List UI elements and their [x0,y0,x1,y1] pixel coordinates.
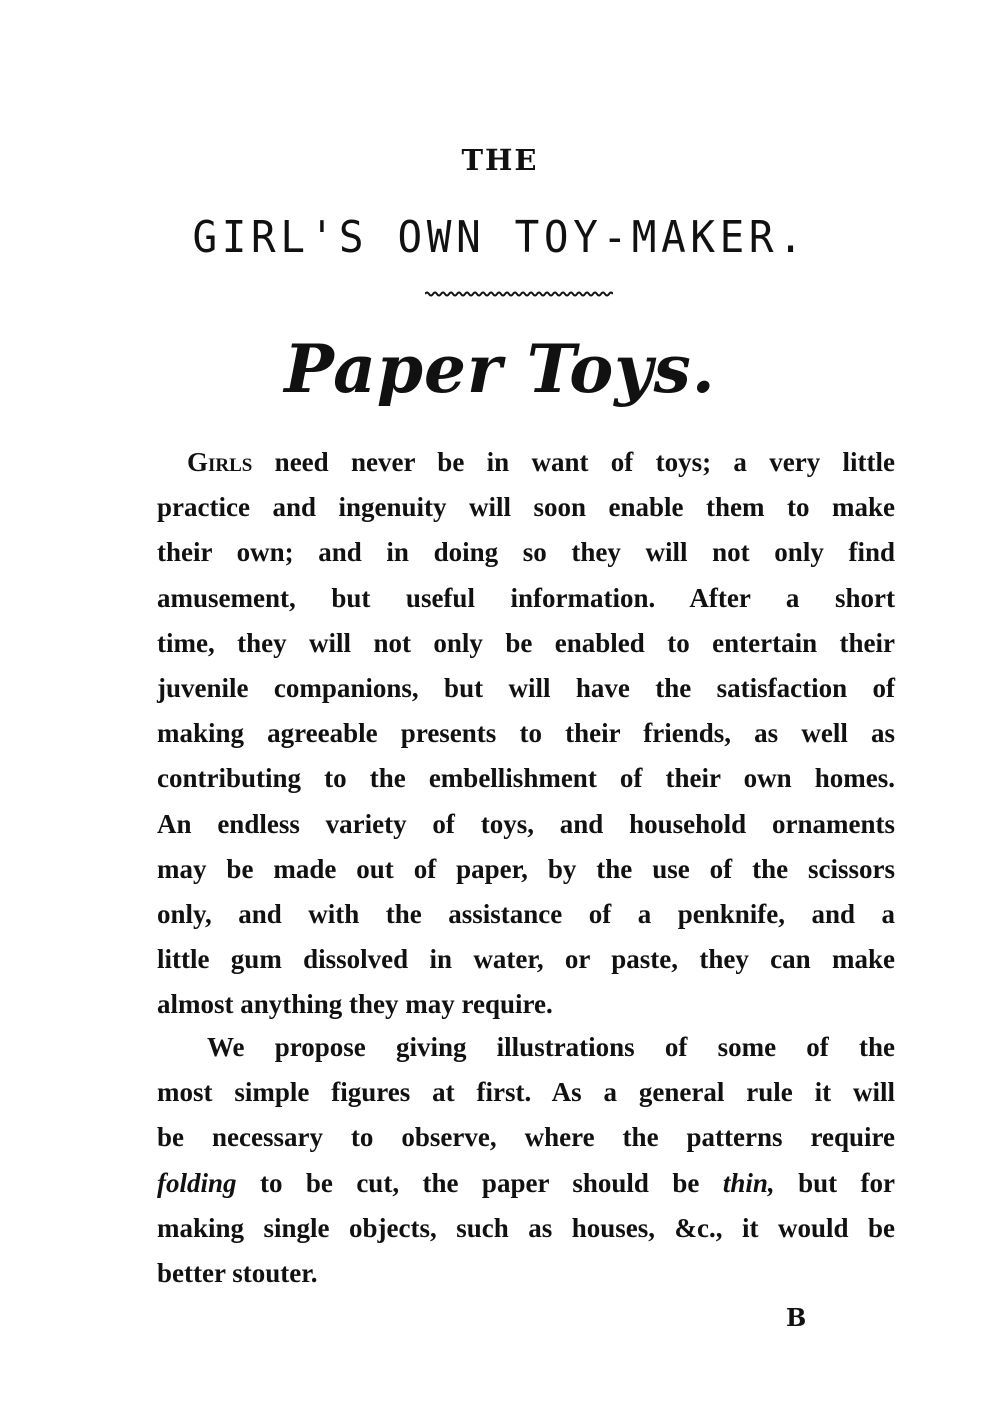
text-segment: need never be in want of toys; a very little [252,447,895,477]
text-line [157,847,895,892]
signature-mark: B [786,1303,807,1332]
paragraph-2 [157,1025,895,1296]
text-segment: but for [774,1167,896,1198]
text-segment: An endless variety of toys, and household ornaments [157,808,895,839]
text-segment: contributing to the embellishment of their own homes. [157,763,895,794]
text-segment: making agreeable presents to their friends, as well as [157,718,895,749]
section-title: Paper Toys. [284,330,716,408]
text-segment: be necessary to observe, where the patterns require [157,1122,895,1153]
text-segment: may be made out of paper, by the use of the scissors [157,853,895,884]
text-line [157,711,895,756]
text-line [157,1206,895,1251]
italic-text: thin, [722,1167,775,1198]
page-title: GIRL'S OWN TOY-MAKER. [192,212,808,263]
text-segment: time, they will not only be enabled to entertain their [157,627,895,658]
text-line [157,621,895,666]
text-segment: amusement, but useful information. After a short [157,582,895,613]
text-segment: little gum dissolved in water, or paste, they can make [157,944,895,975]
text-segment: juvenile companions, but will have the satisfaction of [157,672,895,703]
text-line [157,1025,895,1070]
text-line [157,485,895,530]
text-segment: only, and with the assistance of a penknife, and a [157,898,895,929]
text-segment: Girls [187,447,253,477]
text-line [157,440,895,485]
text-line [157,756,895,801]
paragraph-1 [157,440,895,1027]
text-segment: to be cut, the paper should be [236,1167,723,1198]
text-line [157,982,895,1027]
text-line [157,802,895,847]
text-segment: most simple figures at first. As a general rule it will [157,1077,895,1108]
text-line [157,576,895,621]
text-line [157,937,895,982]
text-segment: almost anything they may require. [157,989,553,1020]
text-line [157,666,895,711]
text-segment: their own; and in doing so they will not only find [157,537,895,568]
text-segment: We propose giving illustrations of some of the [207,1032,895,1062]
text-line [157,1251,895,1296]
text-line [157,1161,895,1206]
italic-text: folding [157,1167,237,1198]
text-line [157,1115,895,1160]
text-line [157,892,895,937]
text-line [157,530,895,575]
text-segment: practice and ingenuity will soon enable them to make [157,492,895,523]
text-segment: making single objects, such as houses, &c., it would be [157,1212,895,1243]
decorative-rule [425,290,613,298]
text-segment: better stouter. [157,1257,318,1288]
text-line [157,1070,895,1115]
heading-the: THE [461,143,539,177]
